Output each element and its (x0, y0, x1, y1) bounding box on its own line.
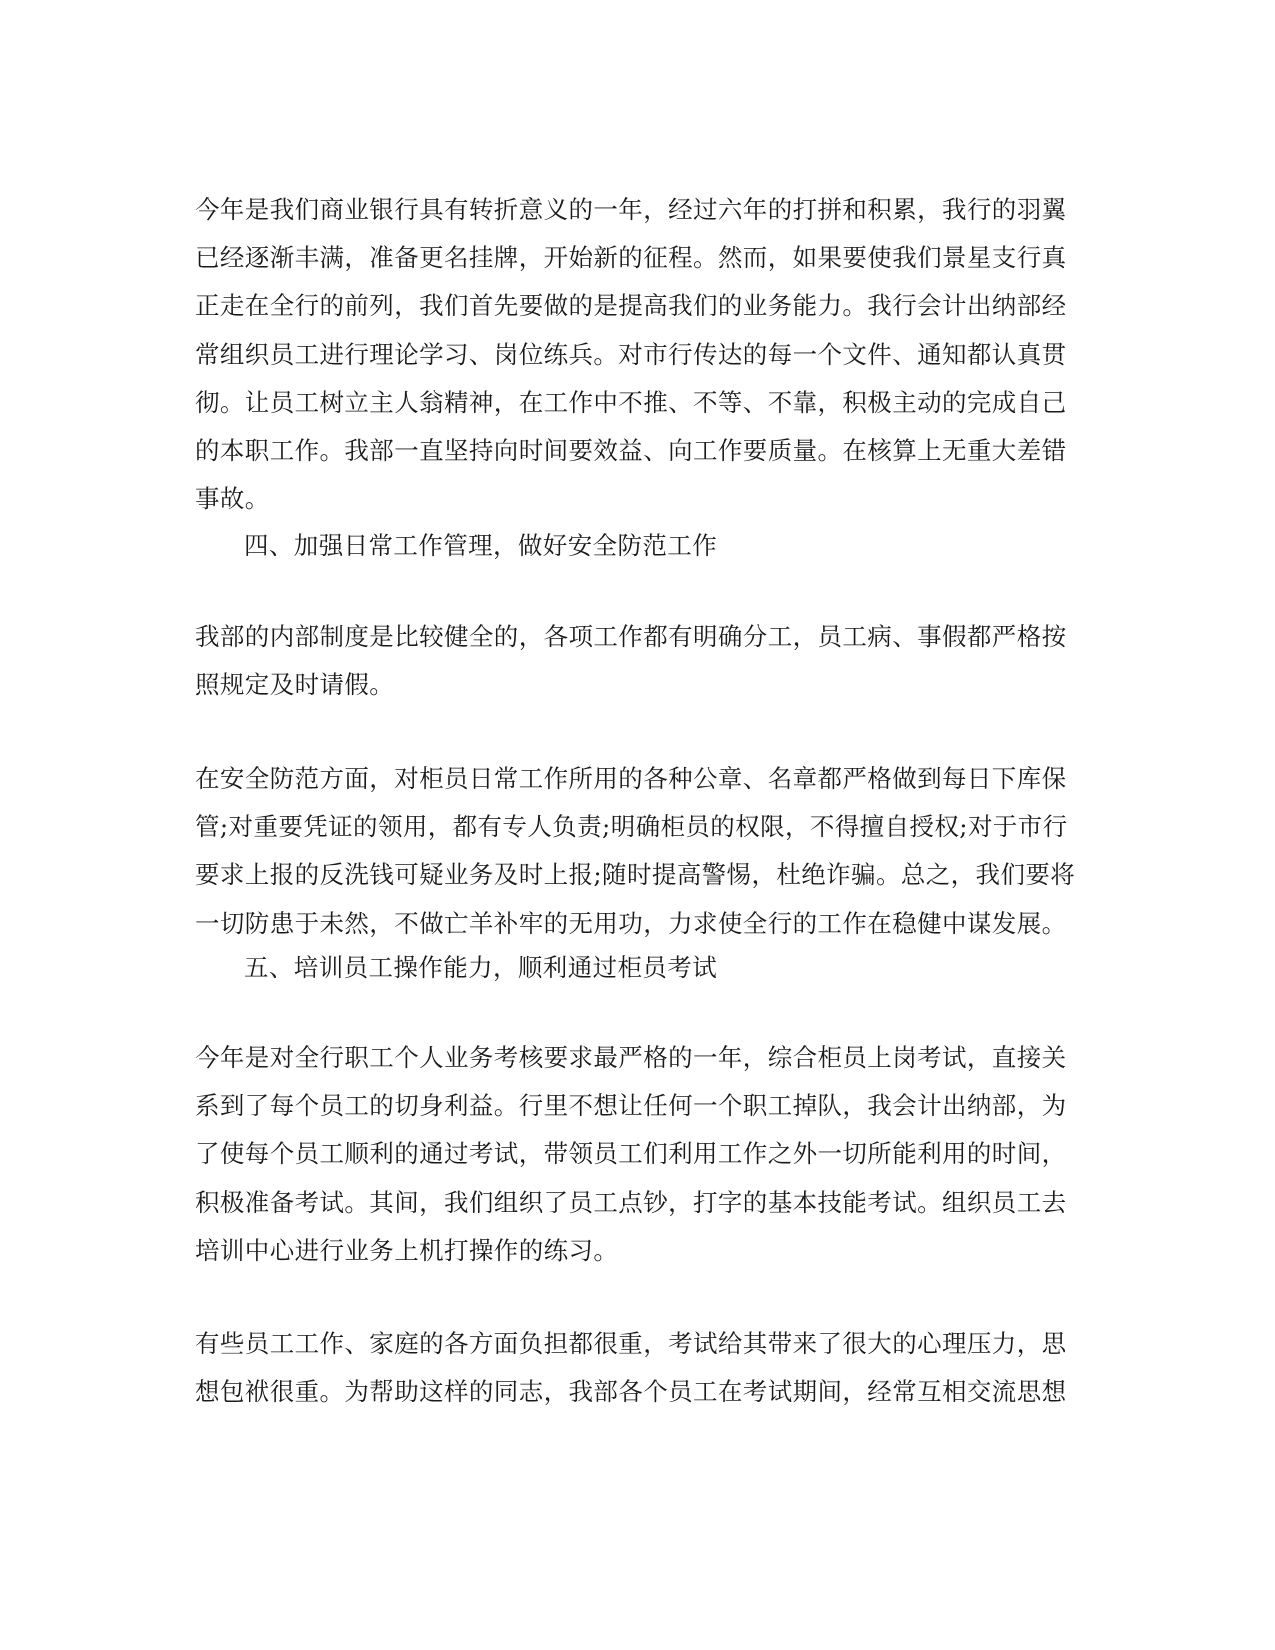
text-line: 彻。让员工树立主人翁精神，在工作中不推、不等、不靠，积极主动的完成自己 (195, 387, 1067, 417)
text-line: 我部的内部制度是比较健全的，各项工作都有明确分工，员工病、事假都严格按 (195, 622, 1067, 651)
text-line: 在安全防范方面，对柜员日常工作所用的各种公章、名章都严格做到每日下库保 (195, 764, 1067, 793)
text-line: 常组织员工进行理论学习、岗位练兵。对市行传达的每一个文件、通知都认真贯 (195, 339, 1067, 369)
paragraph-teller-exam (195, 1034, 1075, 1275)
text-line: 系到了每个员工的切身利益。行里不想让任何一个职工掉队，我会计出纳部，为 (195, 1091, 1067, 1121)
text-line: 管;对重要凭证的领用，都有专人负责;明确柜员的权限，不得擅自授权;对于市行 (195, 812, 1068, 842)
text-line: 培训中心进行业务上机打操作的练习。 (195, 1235, 619, 1265)
text-line: 一切防患于未然，不做亡羊补牢的无用功，力求使全行的工作在稳健中谋发展。 (195, 908, 1067, 938)
paragraph-internal-system (195, 613, 1075, 709)
text-line: 想包袱很重。为帮助这样的同志，我部各个员工在考试期间，经常互相交流思想 (195, 1377, 1067, 1407)
paragraph-employee-support (195, 1320, 1075, 1416)
text-line: 了使每个员工顺利的通过考试，带领员工们利用工作之外一切所能利用的时间， (195, 1139, 1067, 1169)
text-line: 的本职工作。我部一直坚持向时间要效益、向工作要质量。在核算上无重大差错 (195, 435, 1067, 465)
text-line: 已经逐渐丰满，准备更名挂牌，开始新的征程。然而，如果要使我们景星支行真 (195, 243, 1067, 273)
section-heading-training: 五、培训员工操作能力，顺利通过柜员考试 (244, 953, 718, 982)
paragraph-security-measures (195, 755, 1075, 948)
text-line: 今年是对全行职工个人业务考核要求最严格的一年，综合柜员上岗考试，直接关 (195, 1043, 1067, 1072)
text-line: 要求上报的反洗钱可疑业务及时上报;随时提高警惕，杜绝诈骗。总之，我们要将 (195, 860, 1076, 890)
text-line: 有些员工工作、家庭的各方面负担都很重，考试给其带来了很大的心理压力，思 (195, 1329, 1067, 1358)
text-line: 照规定及时请假。 (195, 670, 395, 700)
text-line: 今年是我们商业银行具有转折意义的一年，经过六年的打拼和积累，我行的羽翼 (195, 195, 1067, 224)
text-line: 积极准备考试。其间，我们组织了员工点钞，打字的基本技能考试。组织员工去 (195, 1187, 1067, 1217)
paragraph-business-ability (195, 186, 1075, 523)
text-line: 事故。 (195, 484, 270, 514)
text-line: 正走在全行的前列，我们首先要做的是提高我们的业务能力。我行会计出纳部经 (195, 291, 1067, 321)
section-heading-safety: 四、加强日常工作管理，做好安全防范工作 (244, 531, 718, 560)
